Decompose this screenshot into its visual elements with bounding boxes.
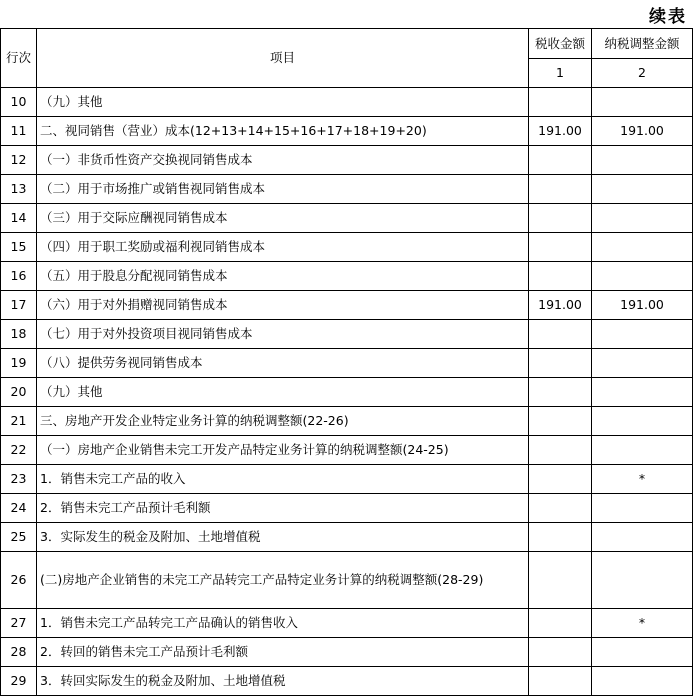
row-number: 23 <box>1 465 37 494</box>
adjustment-amount-cell[interactable] <box>592 146 693 175</box>
row-item: （八）提供劳务视同销售成本 <box>37 349 529 378</box>
row-number: 29 <box>1 667 37 696</box>
table-row <box>1 494 693 523</box>
table-row <box>1 117 693 146</box>
row-number: 11 <box>1 117 37 146</box>
tax-amount-cell[interactable] <box>529 552 592 609</box>
row-item: （九）其他 <box>37 88 529 117</box>
row-item: （三）用于交际应酬视同销售成本 <box>37 204 529 233</box>
table-row <box>1 204 693 233</box>
row-number: 10 <box>1 88 37 117</box>
table-row <box>1 552 693 609</box>
row-item: （一）房地产企业销售未完工开发产品特定业务计算的纳税调整额(24-25) <box>37 436 529 465</box>
adjustment-amount-cell[interactable] <box>592 175 693 204</box>
row-number: 16 <box>1 262 37 291</box>
tax-amount-cell[interactable]: 191.00 <box>529 291 592 320</box>
row-item: （六）用于对外捐赠视同销售成本 <box>37 291 529 320</box>
row-item: 3．实际发生的税金及附加、土地增值税 <box>37 523 529 552</box>
adjustment-amount-cell[interactable]: * <box>592 465 693 494</box>
adjustment-amount-cell[interactable]: 191.00 <box>592 117 693 146</box>
header-col2: 纳税调整金额 <box>592 29 693 59</box>
row-number: 12 <box>1 146 37 175</box>
adjustment-amount-cell[interactable] <box>592 233 693 262</box>
adjustment-amount-cell[interactable] <box>592 204 693 233</box>
tax-amount-cell[interactable] <box>529 638 592 667</box>
row-item: 三、房地产开发企业特定业务计算的纳税调整额(22-26) <box>37 407 529 436</box>
adjustment-amount-cell[interactable] <box>592 88 693 117</box>
row-number: 22 <box>1 436 37 465</box>
row-number: 26 <box>1 552 37 609</box>
row-item: 3．转回实际发生的税金及附加、土地增值税 <box>37 667 529 696</box>
table-row <box>1 609 693 638</box>
tax-amount-cell[interactable] <box>529 262 592 291</box>
table-row <box>1 349 693 378</box>
tax-amount-cell[interactable] <box>529 320 592 349</box>
adjustment-table <box>0 28 693 696</box>
tax-amount-cell[interactable] <box>529 233 592 262</box>
row-item: （七）用于对外投资项目视同销售成本 <box>37 320 529 349</box>
row-item: (二)房地产企业销售的未完工产品转完工产品特定业务计算的纳税调整额(28-29) <box>37 552 529 609</box>
tax-amount-cell[interactable]: 191.00 <box>529 117 592 146</box>
table-row <box>1 320 693 349</box>
adjustment-amount-cell[interactable] <box>592 667 693 696</box>
table-row <box>1 465 693 494</box>
tax-amount-cell[interactable] <box>529 88 592 117</box>
tax-amount-cell[interactable] <box>529 523 592 552</box>
row-number: 14 <box>1 204 37 233</box>
adjustment-amount-cell[interactable]: * <box>592 609 693 638</box>
row-item: 2．转回的销售未完工产品预计毛利额 <box>37 638 529 667</box>
tax-amount-cell[interactable] <box>529 146 592 175</box>
row-item: 2．销售未完工产品预计毛利额 <box>37 494 529 523</box>
table-row <box>1 233 693 262</box>
table-row <box>1 436 693 465</box>
tax-amount-cell[interactable] <box>529 349 592 378</box>
adjustment-amount-cell[interactable] <box>592 552 693 609</box>
table-row <box>1 378 693 407</box>
table-row <box>1 262 693 291</box>
row-number: 19 <box>1 349 37 378</box>
adjustment-amount-cell[interactable] <box>592 378 693 407</box>
table-row <box>1 291 693 320</box>
adjustment-amount-cell[interactable] <box>592 436 693 465</box>
table-row <box>1 638 693 667</box>
row-number: 21 <box>1 407 37 436</box>
table-row <box>1 88 693 117</box>
row-item: 1．销售未完工产品转完工产品确认的销售收入 <box>37 609 529 638</box>
row-item: （五）用于股息分配视同销售成本 <box>37 262 529 291</box>
row-number: 27 <box>1 609 37 638</box>
row-item: 二、视同销售（营业）成本(12+13+14+15+16+17+18+19+20) <box>37 117 529 146</box>
header-col2-no: 2 <box>592 59 693 88</box>
adjustment-amount-cell[interactable] <box>592 262 693 291</box>
row-item: 1．销售未完工产品的收入 <box>37 465 529 494</box>
table-row <box>1 667 693 696</box>
tax-amount-cell[interactable] <box>529 465 592 494</box>
tax-amount-cell[interactable] <box>529 436 592 465</box>
tax-amount-cell[interactable] <box>529 609 592 638</box>
adjustment-amount-cell[interactable]: 191.00 <box>592 291 693 320</box>
adjustment-amount-cell[interactable] <box>592 523 693 552</box>
row-item: （四）用于职工奖励或福利视同销售成本 <box>37 233 529 262</box>
row-number: 13 <box>1 175 37 204</box>
header-col1: 税收金额 <box>529 29 592 59</box>
header-item: 项目 <box>37 29 529 88</box>
tax-amount-cell[interactable] <box>529 175 592 204</box>
row-number: 24 <box>1 494 37 523</box>
page-title: 续表 <box>649 7 687 27</box>
adjustment-amount-cell[interactable] <box>592 320 693 349</box>
table-row <box>1 146 693 175</box>
adjustment-amount-cell[interactable] <box>592 407 693 436</box>
tax-amount-cell[interactable] <box>529 204 592 233</box>
adjustment-amount-cell[interactable] <box>592 349 693 378</box>
tax-amount-cell[interactable] <box>529 378 592 407</box>
row-number: 20 <box>1 378 37 407</box>
row-item: （二）用于市场推广或销售视同销售成本 <box>37 175 529 204</box>
adjustment-amount-cell[interactable] <box>592 638 693 667</box>
header-row-no: 行次 <box>1 29 37 88</box>
row-number: 28 <box>1 638 37 667</box>
table-row <box>1 175 693 204</box>
row-item: （九）其他 <box>37 378 529 407</box>
tax-amount-cell[interactable] <box>529 494 592 523</box>
row-number: 15 <box>1 233 37 262</box>
tax-amount-cell[interactable] <box>529 667 592 696</box>
row-item: （一）非货币性资产交换视同销售成本 <box>37 146 529 175</box>
row-number: 18 <box>1 320 37 349</box>
adjustment-amount-cell[interactable] <box>592 494 693 523</box>
row-number: 25 <box>1 523 37 552</box>
header-row <box>1 29 693 59</box>
row-number: 17 <box>1 291 37 320</box>
header-col1-no: 1 <box>529 59 592 88</box>
table-row <box>1 523 693 552</box>
table-row <box>1 407 693 436</box>
tax-amount-cell[interactable] <box>529 407 592 436</box>
